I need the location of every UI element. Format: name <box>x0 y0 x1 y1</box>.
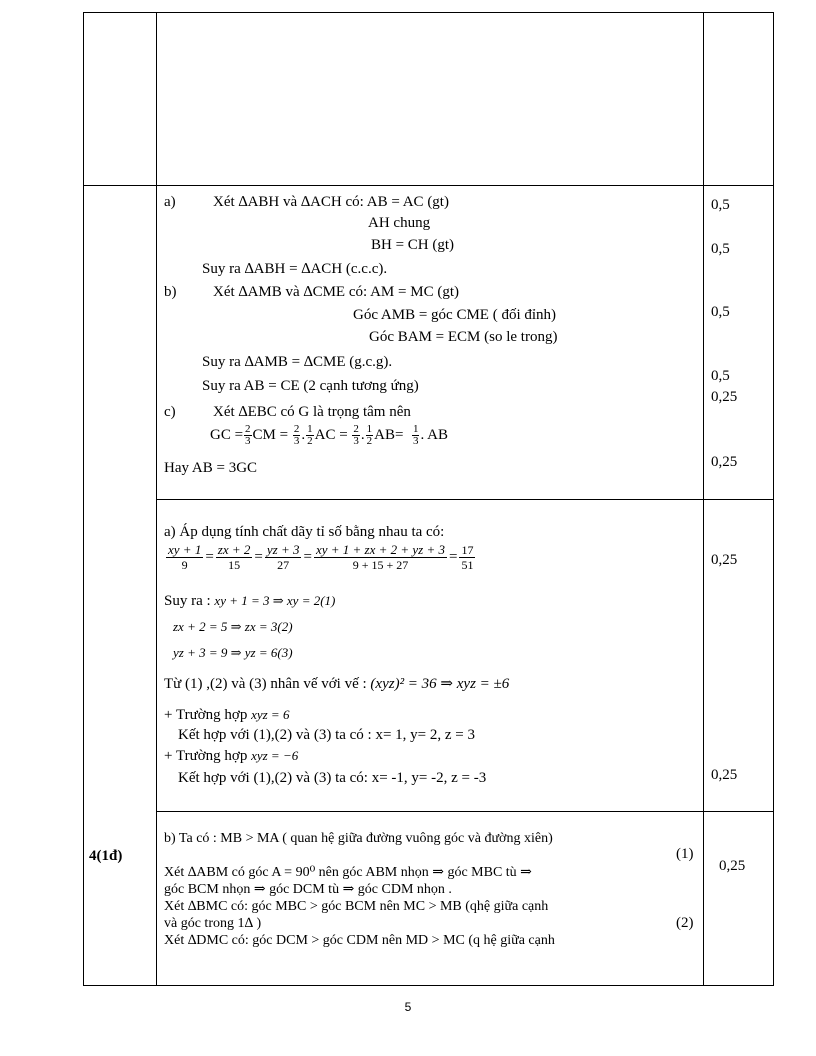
fraction: $\frac{yz + 3}{27}$ <box>266 542 300 573</box>
table-border-bottom <box>83 985 774 986</box>
table-border-left <box>83 12 84 986</box>
formula-text: AC = <box>314 427 348 443</box>
solution-math: yz + 3 = 9 ⇒ yz = 6(3) <box>173 645 293 660</box>
solution-math: (xyz)² = 36 ⇒ xyz = ±6 <box>370 676 510 692</box>
solution-math: zx + 2 = 5 ⇒ zx = 3(2) <box>173 619 293 634</box>
solution-line: Xét ∆DMC có: góc DCM > góc CDM nên MD > MC (q hệ giữa cạnh <box>164 933 555 948</box>
score: 0,25 <box>719 858 746 874</box>
row-divider <box>156 499 774 500</box>
gc-formula: GC = $\frac{2}{3}$ CM = $\frac{2}{3}$ . $\frac{1}{2}$ AC = $\frac{2}{3}$ . $\frac{1}{2}$ AB= $\frac{1}{3}$ . AB <box>210 423 448 448</box>
fraction-one-half: $\frac{1}{2}$ <box>307 423 313 448</box>
table-border-top <box>83 12 774 13</box>
proof-line: Xét ∆AMB và ∆CME có: AM = MC (gt) <box>213 284 459 300</box>
solution-line: Kết hợp với (1),(2) và (3) ta có: x= -1, y= -2, z = -3 <box>178 770 487 786</box>
solution-math: xy + 1 = 3 ⇒ xy = 2(1) <box>214 593 336 608</box>
fraction: $\frac{xy + 1}{9}$ <box>168 542 202 573</box>
equals-sign: = <box>303 549 312 565</box>
solution-line: Kết hợp với (1),(2) và (3) ta có : x= 1, y= 2, z = 3 <box>178 727 476 743</box>
equals-sign: = <box>254 549 263 565</box>
proof-line: AH chung <box>368 215 431 231</box>
solution-line: b) Ta có : MB > MA ( quan hệ giữa đường vuông góc và đường xiên) <box>164 831 553 846</box>
fraction: $\frac{xy + 1 + zx + 2 + yz + 3}{9 + 15 + 27}$ <box>315 542 445 573</box>
equation-number: (2) <box>676 915 694 931</box>
part-c-label: c) <box>164 404 176 420</box>
fraction-one-half: $\frac{1}{2}$ <box>366 423 373 448</box>
solution-text: + Trường hợp <box>164 707 248 723</box>
solution-line: Xét ∆BMC có: góc MBC > góc BCM nên MC > MB (qhệ giữa cạnh <box>164 899 549 914</box>
solution-math: xyz = 6 <box>251 707 290 722</box>
proof-line: Suy ra ∆ABH = ∆ACH (c.c.c). <box>202 261 388 277</box>
solution-line <box>164 676 509 693</box>
proof-line: Xét ∆ABH và ∆ACH có: AB = AC (gt) <box>213 194 449 210</box>
solution-line: a) Áp dụng tính chất dãy tỉ số bằng nhau ta có: <box>164 524 445 540</box>
fraction: $\frac{zx + 2}{15}$ <box>217 542 251 573</box>
score: 0,25 <box>711 454 738 470</box>
fraction: $\frac{17}{51}$ <box>461 543 474 573</box>
fraction-two-thirds: $\frac{2}{3}$ <box>353 423 359 448</box>
score: 0,25 <box>711 767 738 783</box>
formula-text: GC = <box>210 427 244 443</box>
score: 0,25 <box>711 552 738 568</box>
fraction-one-third: $\frac{1}{3}$ <box>412 423 419 448</box>
proof-line: BH = CH (gt) <box>371 237 455 253</box>
equals-sign: = <box>205 549 214 565</box>
score: 0,5 <box>711 368 730 384</box>
score: 0,5 <box>711 197 730 213</box>
solution-line: và góc trong 1∆ ) <box>164 916 262 931</box>
part-b-label: b) <box>164 284 177 300</box>
fraction-two-thirds: $\frac{2}{3}$ <box>245 423 251 448</box>
solution-line <box>164 706 289 724</box>
solution-text: Từ (1) ,(2) và (3) nhân vế với vế : <box>164 676 367 692</box>
solution-math: xyz = −6 <box>251 748 299 763</box>
solution-line: góc BCM nhọn ⇒ góc DCM tù ⇒ góc CDM nhọn . <box>164 882 452 897</box>
score: 0,25 <box>711 389 738 405</box>
solution-line <box>164 747 298 765</box>
proof-line: Suy ra AB = CE (2 cạnh tương ứng) <box>202 378 419 394</box>
solution-line: Xét ∆ABM có góc A = 90⁰ nên góc ABM nhọn ⇒ góc MBC tù ⇒ <box>164 865 532 880</box>
proof-line: Suy ra ∆AMB = ∆CME (g.c.g). <box>202 354 393 370</box>
proof-line: Góc BAM = ECM (so le trong) <box>369 329 558 345</box>
part-a-label: a) <box>164 194 176 210</box>
formula-text: CM = <box>252 427 289 443</box>
score: 0,5 <box>711 304 730 320</box>
row-divider <box>156 811 774 812</box>
fraction-two-thirds: $\frac{2}{3}$ <box>293 423 300 448</box>
equals-sign: = <box>449 549 458 565</box>
proof-line: Xét ∆EBC có G là trọng tâm nên <box>213 404 411 420</box>
ratio-equation <box>164 542 477 572</box>
formula-text: AB= <box>374 427 404 443</box>
answer-table <box>83 12 774 986</box>
solution-text: Suy ra : <box>164 593 211 609</box>
formula-text: . AB <box>420 427 448 443</box>
proof-line: Hay AB = 3GC <box>164 460 258 476</box>
score: 0,5 <box>711 241 730 257</box>
page-number: 5 <box>404 1000 412 1014</box>
equation-number: (1) <box>676 846 694 862</box>
solution-line <box>164 592 335 610</box>
solution-text: + Trường hợp <box>164 748 248 764</box>
proof-line: Góc AMB = góc CME ( đối đỉnh) <box>353 307 557 323</box>
question-label: 4(1đ) <box>89 848 123 864</box>
row-divider <box>83 185 774 186</box>
